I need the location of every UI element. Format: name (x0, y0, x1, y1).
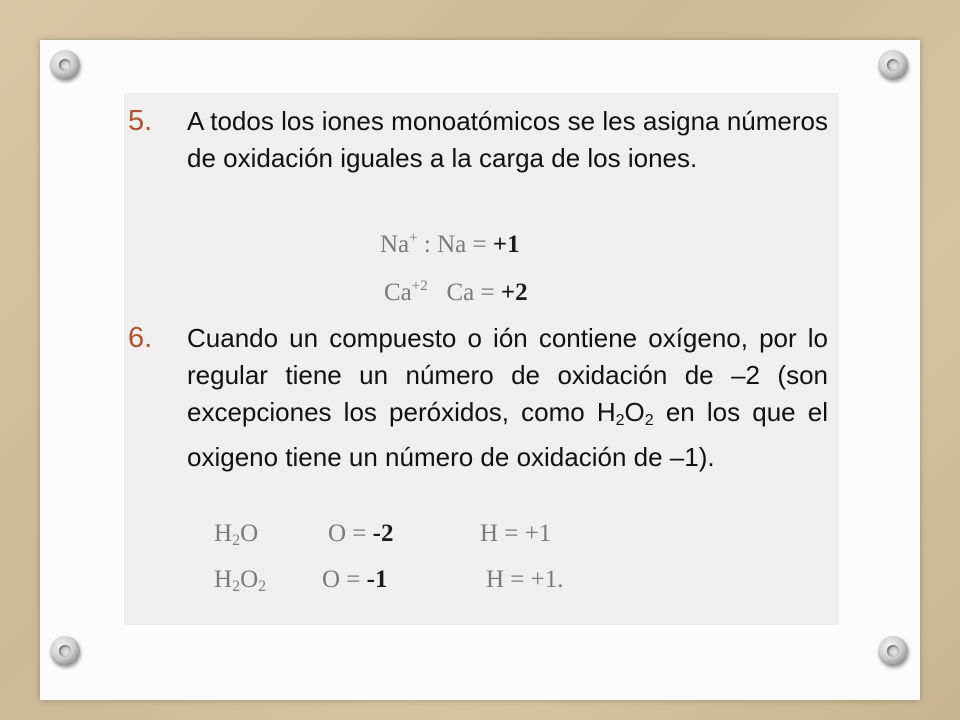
example-na-value: +1 (492, 231, 520, 258)
peroxide-s1: 2 (232, 578, 241, 595)
top-right-grommet-icon (878, 50, 908, 80)
example-peroxide (214, 566, 266, 596)
rule-5-text: A todos los iones monoatómicos se les asigna números de oxidación iguales a la carga de los iones. (187, 106, 828, 173)
example-ca-ion: Ca (384, 279, 412, 306)
example-peroxide-o (322, 566, 387, 594)
top-left-grommet-icon (50, 50, 80, 80)
rule-6-sub1: 2 (615, 412, 625, 429)
peroxide-s2: 2 (258, 578, 267, 595)
rule-6-sub2: 2 (644, 412, 654, 429)
bottom-left-grommet-icon (50, 636, 80, 666)
bottom-right-grommet-icon (878, 636, 908, 666)
water-h-label: H = +1 (480, 520, 552, 547)
example-ca-value: +2 (500, 279, 528, 306)
peroxide-f1: H (214, 566, 233, 593)
example-ca-element: Ca (446, 279, 475, 306)
example-na-sep: : (417, 231, 438, 258)
water-o-label: O = (328, 520, 373, 547)
example-ca-eq: = (474, 279, 501, 306)
peroxide-o-value: -1 (366, 566, 388, 593)
example-na (380, 230, 520, 259)
water-s1: 2 (232, 532, 241, 549)
rule-6 (128, 320, 828, 476)
rule-6-number: 6. (128, 322, 153, 354)
water-o-value: -2 (372, 520, 394, 547)
example-ca-charge: +2 (411, 278, 428, 294)
water-f2: O (240, 520, 259, 547)
rule-5-number: 5. (128, 105, 153, 137)
peroxide-o-label: O = (322, 566, 367, 593)
peroxide-h-label: H = +1. (486, 566, 564, 593)
example-water (214, 520, 258, 550)
rule-6-text-after: en los que el oxigeno tiene un número de oxidación de –1). (187, 397, 829, 472)
example-na-eq: = (466, 231, 493, 258)
water-f1: H (214, 520, 233, 547)
rule-6-text-before: Cuando un compuesto o ión contiene oxígeno, por lo regular tiene un número de oxidación de –2 (son excepciones los peróxidos, como H (187, 323, 828, 427)
example-na-charge: + (409, 230, 418, 246)
example-ca-sep (428, 279, 447, 306)
peroxide-f2: O (240, 566, 259, 593)
example-ca (384, 278, 528, 307)
example-na-ion: Na (380, 231, 410, 258)
example-water-o (328, 520, 393, 548)
example-na-element: Na (437, 231, 467, 258)
example-peroxide-h (486, 566, 564, 594)
example-water-h (480, 520, 551, 548)
rule-6-text (187, 320, 828, 476)
rule-5 (128, 103, 828, 177)
rule-6-mid: O (624, 397, 645, 427)
